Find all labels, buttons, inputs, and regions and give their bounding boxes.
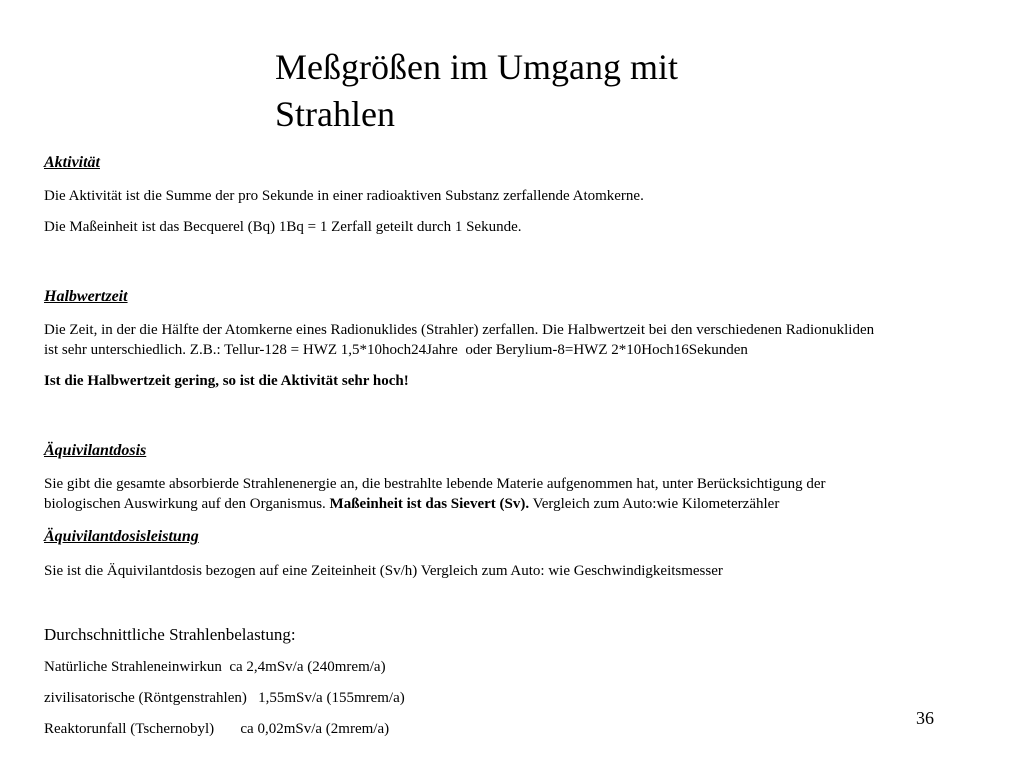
aequivalentdosis-text-2-end: Vergleich zum Auto:wie Kilometerzähler [529, 496, 780, 512]
aequivalentdosis-text-1: Sie gibt die gesamte absorbierde Strahlenenergie an, die bestrahlte lebende Materie aufgenommen hat, unter Berücksichtigung der [44, 476, 826, 492]
slide-title-line-1: Meßgrößen im Umgang mit [275, 47, 678, 87]
slide-title [275, 44, 678, 138]
aequivalentdosis-heading: Äquivilantdosis [44, 442, 147, 459]
belastung-heading: Durchschnittliche Strahlenbelastung: [44, 625, 296, 644]
halbwertzeit-text-2: ist sehr unterschiedlich. Z.B.: Tellur-128 = HWZ 1,5*10hoch24Jahre oder Berylium-8=HWZ 2*10Hoch16Sekunden [44, 342, 748, 358]
aequivalentdosis-unit-bold: Maßeinheit ist das Sievert (Sv). [329, 496, 530, 512]
aequivalentdosis-text-2 [44, 494, 1004, 514]
aktivitaet-heading: Aktivität [44, 154, 100, 171]
aktivitaet-text-2: Die Maßeinheit ist das Becquerel (Bq) 1Bq = 1 Zerfall geteilt durch 1 Sekunde. [44, 219, 522, 235]
slide-title-line-2: Strahlen [275, 94, 395, 134]
aktivitaet-text-1: Die Aktivität ist die Summe der pro Sekunde in einer radioaktiven Substanz zerfallende Atomkerne. [44, 188, 644, 204]
aequivalentdosis-text-2-start: biologischen Auswirkung auf den Organismus. [44, 496, 330, 512]
belastung-item-zivilisatorisch: zivilisatorische (Röntgenstrahlen) 1,55mSv/a (155mrem/a) [44, 690, 405, 706]
aequivalentdosisleistung-heading: Äquivilantdosisleistung [44, 528, 199, 545]
page-number: 36 [916, 708, 934, 728]
halbwertzeit-emphasis: Ist die Halbwertzeit gering, so ist die Aktivität sehr hoch! [44, 373, 409, 389]
halbwertzeit-text-1: Die Zeit, in der die Hälfte der Atomkerne eines Radionuklides (Strahler) zerfallen. Die Halbwertzeit bei den verschiedenen Radionukliden [44, 322, 875, 338]
belastung-item-natuerlich: Natürliche Strahleneinwirkun ca 2,4mSv/a (240mrem/a) [44, 659, 386, 675]
belastung-item-reaktorunfall: Reaktorunfall (Tschernobyl) ca 0,02mSv/a (2mrem/a) [44, 721, 390, 737]
halbwertzeit-heading: Halbwertzeit [44, 288, 128, 305]
aequivalentdosisleistung-text: Sie ist die Äquivilantdosis bezogen auf eine Zeiteinheit (Sv/h) Vergleich zum Auto: wie Geschwindigkeitsmesser [44, 563, 723, 579]
